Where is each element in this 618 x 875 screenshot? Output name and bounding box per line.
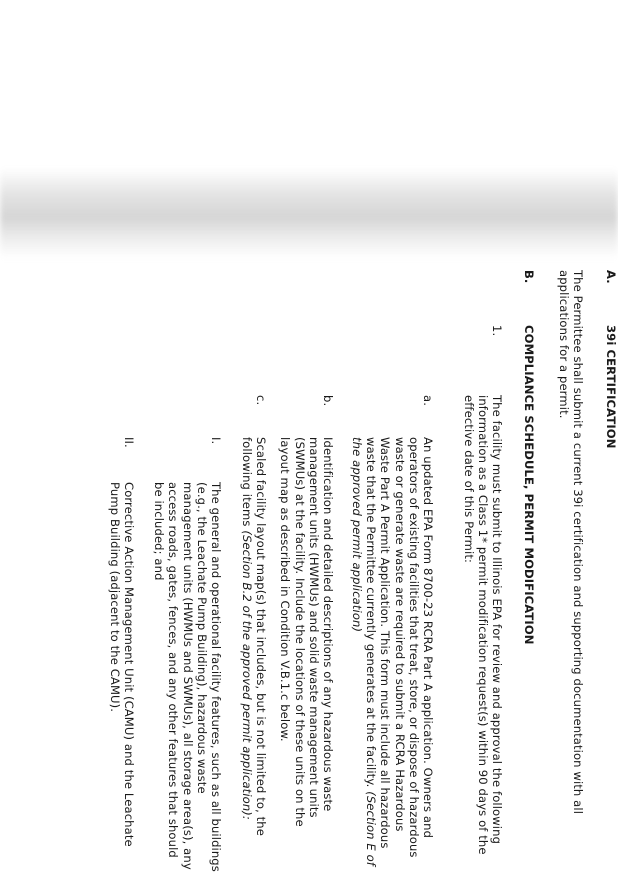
- section-b-letter: B.: [522, 270, 536, 284]
- item-a-note: (Section E of the approved permit application): [349, 437, 379, 866]
- item-1-text: The facility must submit to Illinois EPA for review and approval the following information as a Class 1* permit modification request(s) within 90 days of the effective date of this Permit:: [461, 395, 504, 855]
- item-c-label: c.: [254, 395, 268, 406]
- item-1-number: 1.: [490, 325, 504, 337]
- section-a-letter: A.: [604, 270, 618, 284]
- item-c-note: (Section B.2 of the approved permit application):: [239, 530, 254, 820]
- section-b-heading: COMPLIANCE SCHEDULE, PERMIT MODIFICATION: [522, 325, 536, 645]
- item-b-text: Identification and detailed descriptions of any hazardous waste management units (HWMUs) and solid waste management units (SWMUs) at the facility. Include the locations of these units on the layout map as described in Condition V.B.1.c below.: [278, 437, 335, 827]
- section-a-body: The Permittee shall submit a current 39i certification and supporting documentation with all applications for a permit.: [556, 270, 585, 815]
- section-a-heading: 39i CERTIFICATION: [604, 325, 618, 449]
- roman-2-text: Corrective Action Management Unit (CAMU) and the Leachate Pump Building (adjacent to the CAMU).: [107, 482, 136, 847]
- item-a-text: An updated EPA Form 8700-23 RCRA Part A application. Owners and operators of existing facilities that treat, store, or dispose of hazardous waste or generate waste are required to submit a RCRA Hazardous Waste Part A Permit Application. This form must include all hazardous waste that the Permittee currently generates at the facility. (Section E of the approved permit application): [349, 437, 435, 866]
- item-a-label: a.: [421, 395, 435, 406]
- roman-2-label: II.: [122, 437, 136, 448]
- item-b-label: b.: [321, 395, 335, 407]
- roman-1-label: I.: [209, 437, 223, 445]
- rotated-content: [58, 270, 618, 872]
- item-c-text: Scaled facility layout map(s) that includes, but is not limited to, the following items (Section B.2 of the approved permit application):: [239, 437, 268, 836]
- scan-smudge: [0, 168, 618, 258]
- roman-1-text: The general and operational facility features, such as all buildings (e.g., the Leachate Pump Building), hazardous waste management units (HWMUs and SWMUs), all storage area(s), any access roads, gates, fences, and any other features that should be included; and: [152, 482, 223, 872]
